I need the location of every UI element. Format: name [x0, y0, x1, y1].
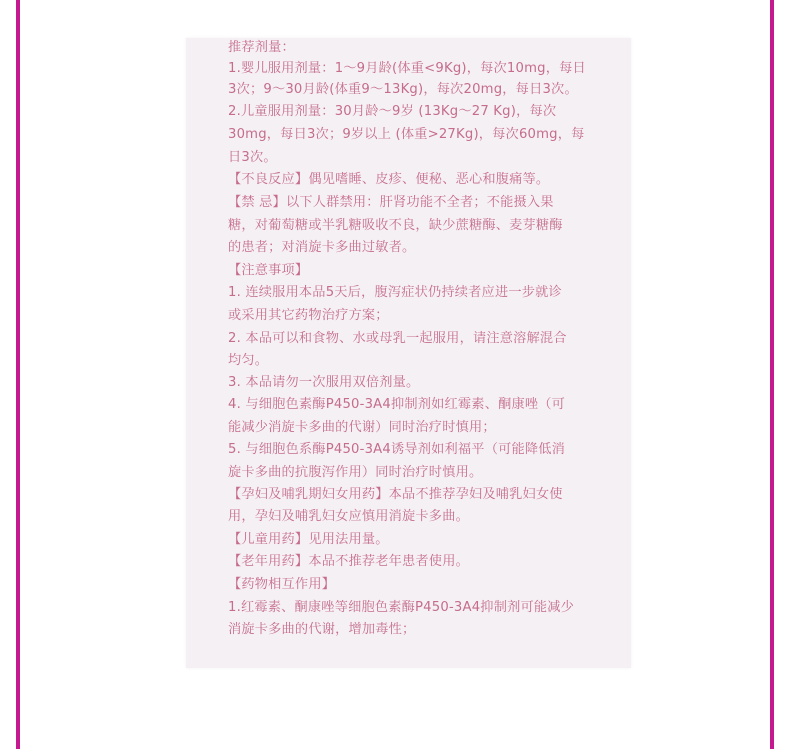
elderly-use-line: 【老年用药】本品不推荐老年患者使用。	[228, 554, 469, 569]
left-border	[16, 0, 20, 749]
text-line: 或采用其它药物治疗方案；	[228, 308, 389, 323]
text-line: 4. 与细胞色素酶P450-3A4抑制剂如红霉素、酮康唑（可	[228, 397, 566, 412]
right-border	[770, 0, 774, 749]
text-line: 用，孕妇及哺乳妇女应慎用消旋卡多曲。	[228, 509, 469, 524]
text-line: 1.红霉素、酮康唑等细胞色素酶P450-3A4抑制剂可能减少	[228, 600, 575, 615]
text-line: 3次；9～30月龄(体重9～13Kg)，每次20mg，每日3次。	[228, 82, 578, 97]
text-line: 3. 本品请勿一次服用双倍剂量。	[228, 375, 420, 390]
text-line: 消旋卡多曲的代谢，增加毒性；	[228, 622, 416, 637]
text-line: 均匀。	[228, 353, 269, 368]
text-line: 1.婴儿服用剂量：1～9月龄(体重<9Kg)，每次10mg，每日	[228, 61, 586, 76]
text-line: 的患者；对消旋卡多曲过敏者。	[228, 240, 416, 255]
text-line: 日3次。	[228, 150, 277, 165]
text-line: 2.儿童服用剂量：30月龄～9岁 (13Kg～27 Kg)，每次	[228, 104, 557, 119]
text-line: 1. 连续服用本品5天后，腹泻症状仍持续者应进一步就诊	[228, 285, 562, 300]
contraindications-line: 【禁 忌】以下人群禁用：肝肾功能不全者；不能摄入果	[228, 195, 554, 210]
text-line: 30mg，每日3次；9岁以上 (体重>27Kg)，每次60mg，每	[228, 127, 585, 142]
children-use-line: 【儿童用药】见用法用量。	[228, 532, 389, 547]
pregnancy-line: 【孕妇及哺乳期妇女用药】本品不推荐孕妇及哺乳妇女使	[228, 487, 563, 502]
interactions-heading: 【药物相互作用】	[228, 577, 336, 592]
text-line: 旋卡多曲的抗腹泻作用）同时治疗时慎用。	[228, 465, 483, 480]
text-line: 糖，对葡萄糖或半乳糖吸收不良，缺少蔗糖酶、麦芽糖酶	[228, 218, 563, 233]
adverse-reactions-line: 【不良反应】偶见嗜睡、皮疹、便秘、恶心和腹痛等。	[228, 172, 550, 187]
leaflet-sheet	[186, 38, 631, 668]
dosage-heading: 推荐剂量：	[228, 40, 295, 55]
text-line: 2. 本品可以和食物、水或母乳一起服用，请注意溶解混合	[228, 331, 567, 346]
text-line: 5. 与细胞色系酶P450-3A4诱导剂如利福平（可能降低消	[228, 442, 566, 457]
precautions-heading: 【注意事项】	[228, 263, 309, 278]
text-line: 能减少消旋卡多曲的代谢）同时治疗时慎用；	[228, 420, 496, 435]
